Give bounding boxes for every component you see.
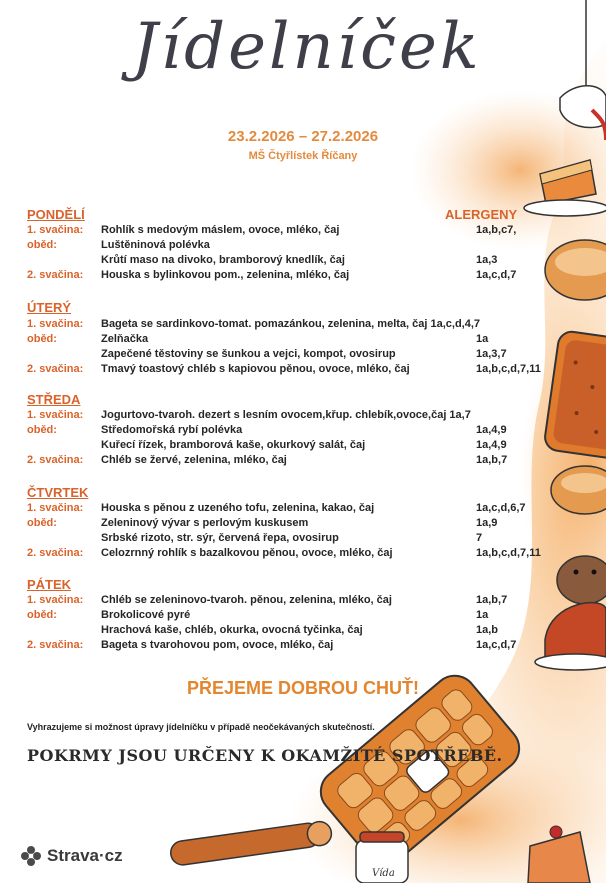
food-description: Kuřecí řízek, bramborová kaše, okurkový salát, čaj <box>101 439 366 451</box>
day-heading-thursday: ČTVRTEK <box>27 485 89 500</box>
allergen-codes: 1a,3 <box>476 254 498 266</box>
allergen-codes: 1a,b,7 <box>476 594 508 606</box>
food-description: Srbské rizoto, str. sýr, červená řepa, ovosirup <box>101 532 339 544</box>
strava-logo <box>20 845 123 867</box>
allergen-codes: 1a,b,c,d,7,11 <box>476 547 541 559</box>
day-heading-friday: PÁTEK <box>27 577 72 592</box>
allergen-codes: 1a,b,c7, <box>476 224 517 236</box>
food-description: Luštěninová polévka <box>101 239 210 251</box>
meal-label: 1. svačina: <box>27 409 84 421</box>
meal-label: 2. svačina: <box>27 547 84 559</box>
allergen-codes: 1a,9 <box>476 517 498 529</box>
bon-appetit-message: PŘEJEME DOBROU CHUŤ! <box>186 678 419 698</box>
food-description: Zeleninový vývar s perlovým kuskusem <box>101 517 309 529</box>
allergen-codes: 1a,b,c,d,7,11 <box>476 363 541 375</box>
allergen-codes: 1a,3,7 <box>476 348 507 360</box>
allergen-codes: 1a,4,9 <box>476 424 507 436</box>
page-title: Jídelníček <box>132 10 482 84</box>
food-description: Tmavý toastový chléb s kapiovou pěnou, ovoce, mléko, čaj <box>101 363 410 375</box>
change-notice: Vyhrazujeme si možnost úpravy jídelníčku v případě neočekávaných skutečností. <box>27 722 375 732</box>
meal-label: 1. svačina: <box>27 224 84 236</box>
allergen-codes: 1a,c,d,7 <box>476 639 517 651</box>
school-name: MŠ Čtyřlístek Říčany <box>248 150 358 162</box>
clover-logo-icon <box>20 845 42 867</box>
meal-label: oběd: <box>27 333 57 345</box>
meal-label: 2. svačina: <box>27 363 84 375</box>
food-description: Brokolicové pyré <box>101 609 191 621</box>
allergen-codes: 1a,b <box>476 624 499 636</box>
allergens-heading: ALERGENY <box>445 207 518 222</box>
food-description: Bageta se sardinkovo-tomat. pomazánkou, zelenina, melta, čaj 1a,c,d,4,7 <box>101 318 481 330</box>
meal-label: 2. svačina: <box>27 639 84 651</box>
meal-label: 2. svačina: <box>27 454 84 466</box>
food-description: Krůtí maso na divoko, bramborový knedlík, čaj <box>101 254 345 266</box>
consumption-notice: POKRMY JSOU URČENY K OKAMŽITÉ SPOTŘEBĚ. <box>27 746 503 765</box>
food-description: Hrachová kaše, chléb, okurka, ovocná tyčinka, čaj <box>101 624 363 636</box>
food-description: Celozrnný rohlík s bazalkovou pěnou, ovoce, mléko, čaj <box>101 547 393 559</box>
meal-label: oběd: <box>27 424 57 436</box>
food-description: Chléb se zeleninovo-tvaroh. pěnou, zelenina, mléko, čaj <box>101 594 392 606</box>
allergen-codes: 1a,c,d,6,7 <box>476 502 526 514</box>
meal-label: oběd: <box>27 517 57 529</box>
allergen-codes: 1a,c,d,7 <box>476 269 517 281</box>
allergen-codes: 7 <box>476 532 483 544</box>
allergen-codes: 1a,b,7 <box>476 454 508 466</box>
allergen-codes: 1a,4,9 <box>476 439 507 451</box>
food-description: Rohlík s medovým máslem, ovoce, mléko, čaj <box>101 224 340 236</box>
meal-label: 1. svačina: <box>27 594 84 606</box>
allergen-codes: 1a <box>476 609 489 621</box>
food-description: Houska s bylinkovou pom., zelenina, mléko, čaj <box>101 269 350 281</box>
meal-label: oběd: <box>27 609 57 621</box>
meal-label: 1. svačina: <box>27 502 84 514</box>
allergen-codes: 1a <box>476 333 489 345</box>
meal-label: 2. svačina: <box>27 269 84 281</box>
food-description: Houska s pěnou z uzeného tofu, zelenina, kakao, čaj <box>101 502 375 514</box>
day-heading-wednesday: STŘEDA <box>27 392 81 407</box>
day-heading-monday: PONDĚLÍ <box>27 207 85 222</box>
food-description: Bageta s tvarohovou pom, ovoce, mléko, čaj <box>101 639 334 651</box>
food-description: Jogurtovo-tvaroh. dezert s lesním ovocem,křup. chlebík,ovoce,čaj 1a,7 <box>101 409 471 421</box>
food-description: Zelňačka <box>101 333 149 345</box>
meal-label: 1. svačina: <box>27 318 84 330</box>
food-description: Zapečené těstoviny se šunkou a vejci, kompot, ovosirup <box>101 348 396 360</box>
day-heading-tuesday: ÚTERÝ <box>27 300 72 315</box>
jar-label: Vída <box>372 868 395 879</box>
food-description: Středomořská rybí polévka <box>101 424 243 436</box>
date-range: 23.2.2026 – 27.2.2026 <box>227 128 379 145</box>
logo-text: Strava·cz <box>47 846 123 865</box>
food-description: Chléb se žervé, zelenina, mléko, čaj <box>101 454 287 466</box>
meal-label: oběd: <box>27 239 57 251</box>
